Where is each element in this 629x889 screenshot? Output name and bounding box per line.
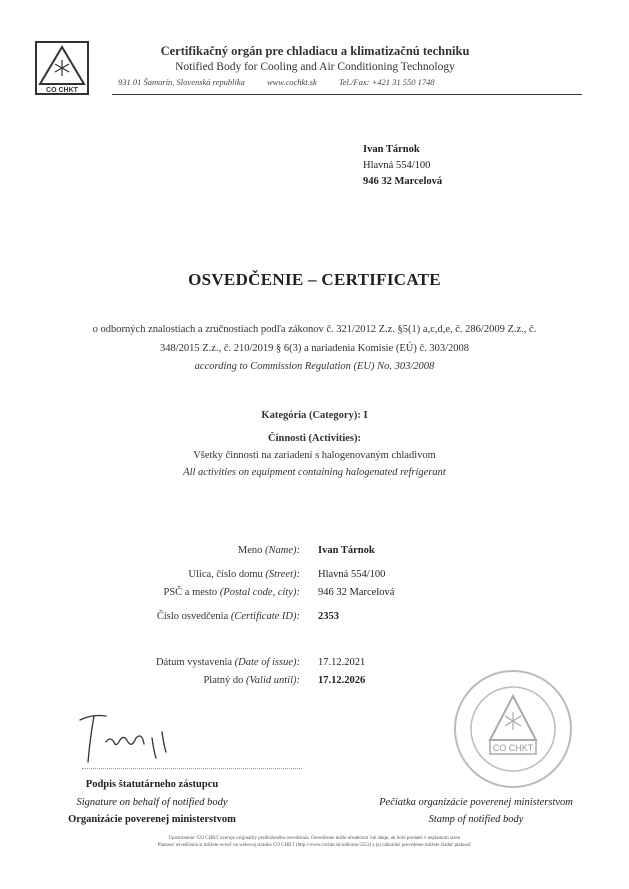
handwritten-signature — [72, 702, 192, 772]
signature-title-en: Signature on behalf of notified body — [76, 797, 228, 808]
field-valid-until-value: 17.12.2026 — [318, 675, 366, 686]
stamp-title-en: Stamp of notified body — [428, 814, 524, 825]
field-issue-date-value: 17.12.2021 — [318, 657, 366, 668]
signature-org: Organizácie poverenej ministerstvom — [68, 814, 236, 825]
stamp-title-sk: Pečiatka organizácie poverenej ministerstvom — [379, 797, 573, 808]
field-cert-id-label: Číslo osvedčenia (Certificate ID): — [156, 611, 300, 622]
field-cert-id-value: 2353 — [318, 611, 339, 622]
activities-sk: Všetky činnosti na zariadení s halogenovaným chladivom — [193, 450, 436, 461]
header-divider — [112, 94, 582, 95]
field-city-value: 946 32 Marcelová — [318, 587, 395, 598]
field-street-value: Hlavná 554/100 — [318, 569, 386, 580]
legal-line-3: according to Commission Regulation (EU) No. 303/2008 — [194, 361, 435, 372]
svg-text:CO CHKT: CO CHKT — [46, 87, 78, 94]
cochkt-logo — [34, 40, 90, 96]
recipient-name: Ivan Tárnok — [363, 144, 420, 155]
official-stamp — [452, 668, 574, 790]
field-name-value: Ivan Tárnok — [318, 545, 375, 556]
category-label: Kategória (Category): I — [261, 410, 368, 421]
field-valid-until-label: Platný do (Valid until): — [203, 675, 300, 686]
org-name-en: Notified Body for Cooling and Air Conditioning Technology — [175, 61, 455, 73]
recipient-street: Hlavná 554/100 — [363, 160, 431, 171]
field-street-label: Ulica, číslo domu (Street): — [188, 569, 300, 580]
fine-print-2: Platnosť osvedčenia si môžete overiť na webovej stránke CO CHKT (http://www.cochkt.sk/odborne/2353) a jej náhradné prevedenie môžete žiadať platnosť. — [157, 843, 473, 848]
activities-en: All activities on equipment containing halogenated refrigerant — [183, 467, 446, 478]
legal-line-1: o odborných znalostiach a zručnostiach podľa zákonov č. 321/2012 Z.z. §5(1) a,c,d,e, č. 286/2009 Z.z., č. — [92, 324, 537, 335]
field-city-label: PSČ a mesto (Postal code, city): — [163, 587, 300, 598]
certificate-title: OSVEDČENIE – CERTIFICATE — [188, 270, 441, 289]
signature-line — [82, 768, 302, 769]
phone: Tel./Fax: +421 31 550 1748 — [338, 77, 435, 87]
address: 931 01 Šamorín, Slovenská republika — [118, 77, 245, 87]
website-link[interactable]: www.cochkt.sk — [266, 77, 317, 87]
legal-line-2: 348/2015 Z.z., č. 210/2019 § 6(3) a nariadenia Komisie (EÚ) č. 303/2008 — [159, 343, 470, 354]
svg-text:CO CHKT: CO CHKT — [492, 743, 534, 753]
field-name-label: Meno (Name): — [237, 545, 300, 556]
fine-print-1: Upozornenie: CO CHKT overuje originality predloženého osvedčenia. Osvedčenie môže obsahovať iné údaje, ak bolo predané v neplatnom stave. — [168, 836, 462, 841]
org-name: Certifikačný orgán pre chladiacu a klimatizačnú techniku — [160, 44, 470, 58]
contact-line — [118, 77, 518, 87]
field-issue-date-label: Dátum vystavenia (Date of issue): — [155, 657, 300, 668]
signature-title: Podpis štatutárneho zástupcu — [85, 779, 219, 790]
recipient-city: 946 32 Marcelová — [363, 176, 443, 187]
activities-label: Činnosti (Activities): — [267, 433, 362, 444]
